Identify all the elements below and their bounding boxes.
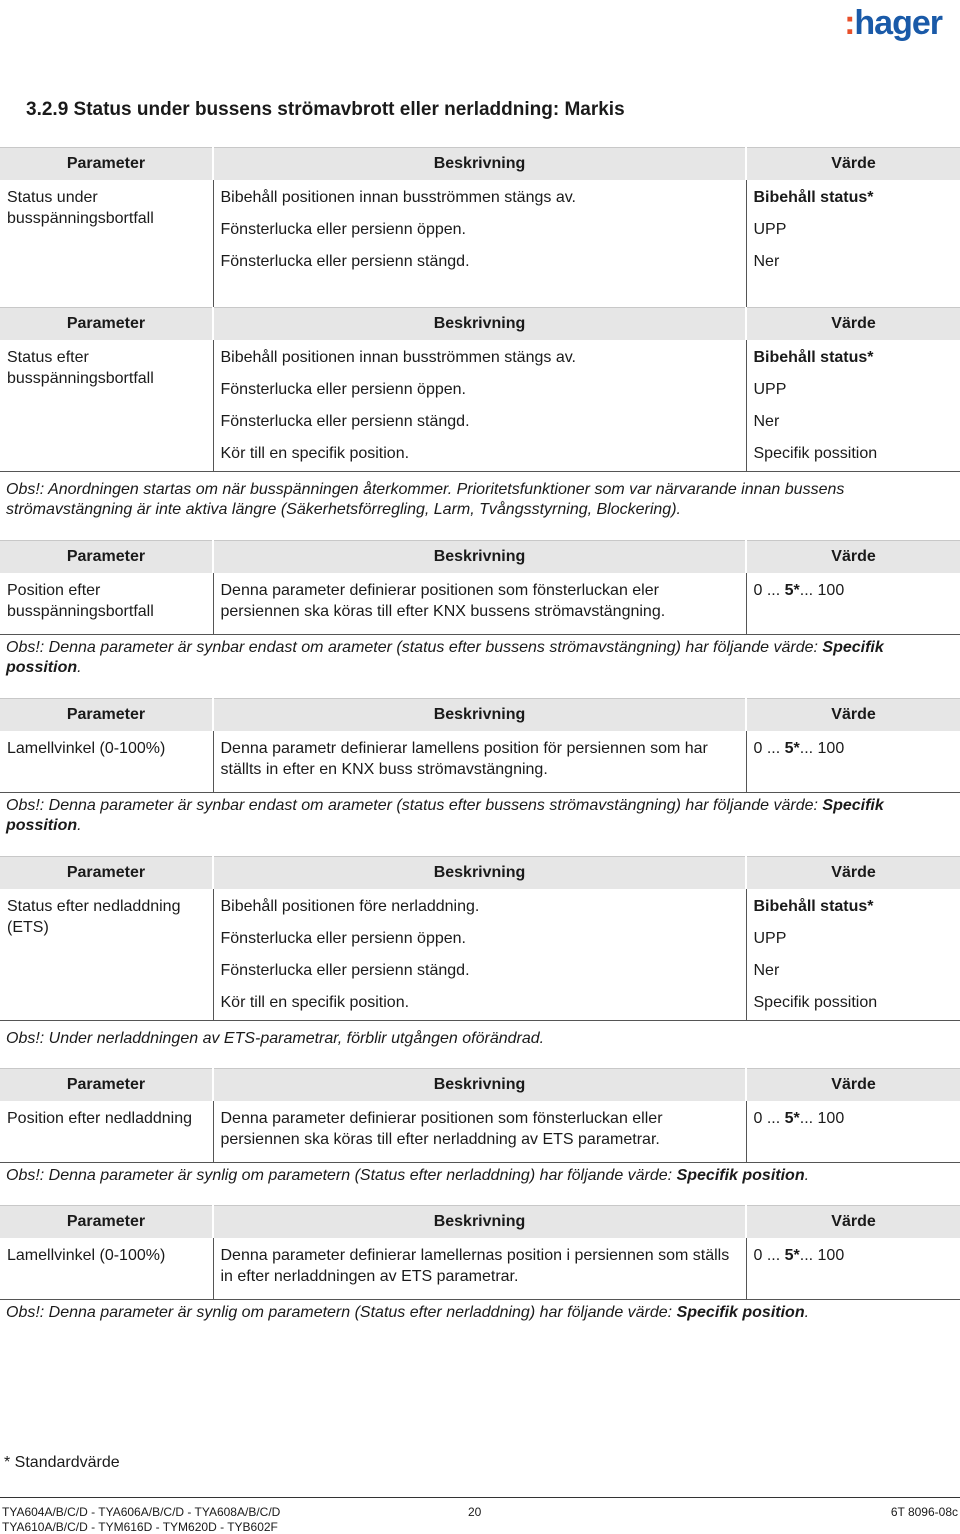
document-code: 6T 8096-08c [890, 1505, 958, 1519]
value-line: Ner [753, 412, 780, 430]
table-row [0, 731, 960, 793]
column-header-beskrivning: Beskrivning [213, 699, 746, 731]
description-cell: Denna parametr definierar lamellens position för persiennen som har ställts in efter en KNX buss strömavstängning. [213, 731, 746, 793]
value-cell: 0 ... 5*... 100 [746, 1101, 960, 1163]
page-number: 20 [468, 1505, 482, 1519]
value-line: UPP [753, 220, 787, 238]
column-header-parameter: Parameter [0, 1206, 213, 1238]
table-header-row [0, 699, 960, 731]
table-row [0, 180, 960, 309]
value-line: Ner [753, 252, 780, 270]
parameter-table-status-under [0, 147, 960, 309]
value-line: Ner [753, 961, 780, 979]
parameter-cell: Position efter nedladdning [0, 1101, 213, 1163]
note-visibility: Obs!: Denna parameter är synbar endast om arameter (status efter bussens strömavstängning) har följande värde: Specifik possition. [6, 639, 884, 676]
column-header-parameter: Parameter [0, 857, 213, 889]
column-header-varde: Värde [746, 541, 960, 573]
description-line: Bibehåll positionen före nerladdning. [220, 897, 480, 915]
column-header-parameter: Parameter [0, 148, 213, 180]
column-header-parameter: Parameter [0, 541, 213, 573]
value-cell: 0 ... 5*... 100 [746, 573, 960, 635]
table-header-row [0, 1069, 960, 1101]
description-cell: Denna parameter definierar positionen som fönsterluckan eller persiennen ska köras till efter nerladdning av ETS parametrar. [213, 1101, 746, 1163]
column-header-varde: Värde [746, 857, 960, 889]
value-line-default: Bibehåll status* [753, 897, 874, 915]
table-header-row [0, 857, 960, 889]
description-line: Fönsterlucka eller persienn stängd. [220, 961, 470, 979]
column-header-parameter: Parameter [0, 699, 213, 731]
description-line: Fönsterlucka eller persienn stängd. [220, 252, 470, 270]
table-row [0, 1101, 960, 1163]
note-restart: Obs!: Anordningen startas om när busspänningen återkommer. Prioritetsfunktioner som var närvarande innan bussens strömavstängning är inte aktiva längre (Säkerhetsförregling, Larm, Tvångsstyrning, Blockering). [6, 481, 845, 518]
table-row [0, 1238, 960, 1300]
parameter-table-position-efter [0, 540, 960, 635]
description-cell [213, 889, 746, 1021]
description-cell: Denna parameter definierar lamellernas position i persiennen som ställs in efter nerladdningen av ETS parametrar. [213, 1238, 746, 1300]
column-header-beskrivning: Beskrivning [213, 857, 746, 889]
value-cell [746, 340, 960, 472]
value-cell [746, 889, 960, 1021]
table-row [0, 340, 960, 472]
description-line: Kör till en specifik position. [220, 993, 410, 1011]
value-cell [746, 180, 960, 309]
description-cell: Denna parameter definierar positionen som fönsterluckan eler persiennen ska köras till efter KNX bussens strömavstängning. [213, 573, 746, 635]
parameter-table-status-efter [0, 307, 960, 472]
value-line: UPP [753, 929, 787, 947]
column-header-beskrivning: Beskrivning [213, 541, 746, 573]
value-cell: 0 ... 5*... 100 [746, 731, 960, 793]
page-footer [0, 1497, 960, 1534]
section-title: 3.2.9 Status under bussens strömavbrott eller nerladdning: Markis [26, 99, 625, 120]
table-row [0, 573, 960, 635]
parameter-cell: Status efter busspänningsbortfall [0, 340, 213, 472]
table-header-row [0, 541, 960, 573]
table-header-row [0, 308, 960, 340]
description-line: Kör till en specifik position. [220, 444, 410, 462]
column-header-beskrivning: Beskrivning [213, 148, 746, 180]
footer-models-line: TYA610A/B/C/D - TYM616D - TYM620D - TYB602F [2, 1520, 278, 1534]
value-line-default: Bibehåll status* [753, 348, 874, 366]
parameter-cell: Status efter nedladdning (ETS) [0, 889, 213, 1021]
column-header-parameter: Parameter [0, 1069, 213, 1101]
column-header-parameter: Parameter [0, 308, 213, 340]
parameter-table-status-nedladdning [0, 856, 960, 1021]
description-line: Bibehåll positionen innan busströmmen stängs av. [220, 188, 576, 206]
column-header-beskrivning: Beskrivning [213, 1069, 746, 1101]
parameter-cell: Status under busspänningsbortfall [0, 180, 213, 309]
value-line: Specifik possition [753, 993, 878, 1011]
column-header-beskrivning: Beskrivning [213, 308, 746, 340]
footnote-default-value: * Standardvärde [4, 1454, 120, 1471]
column-header-varde: Värde [746, 1069, 960, 1101]
description-line: Fönsterlucka eller persienn öppen. [220, 929, 466, 947]
parameter-table-lamellvinkel-nedladdning [0, 1205, 960, 1300]
parameter-cell: Lamellvinkel (0-100%) [0, 1238, 213, 1300]
column-header-varde: Värde [746, 1206, 960, 1238]
column-header-varde: Värde [746, 699, 960, 731]
note-download: Obs!: Under nerladdningen av ETS-parametrar, förblir utgången oförändrad. [6, 1030, 545, 1047]
description-cell [213, 180, 746, 309]
description-line: Fönsterlucka eller persienn stängd. [220, 412, 470, 430]
parameter-cell: Position efter busspänningsbortfall [0, 573, 213, 635]
column-header-varde: Värde [746, 308, 960, 340]
note-visibility: Obs!: Denna parameter är synlig om parametern (Status efter nerladdning) har följande värde: Specifik position. [6, 1304, 810, 1321]
note-visibility: Obs!: Denna parameter är synbar endast om arameter (status efter bussens strömavstängning) har följande värde: Specifik possition. [6, 797, 884, 834]
column-header-varde: Värde [746, 148, 960, 180]
note-visibility: Obs!: Denna parameter är synlig om parametern (Status efter nerladdning) har följande värde: Specifik position. [6, 1167, 810, 1184]
value-line-default: Bibehåll status* [753, 188, 874, 206]
value-cell: 0 ... 5*... 100 [746, 1238, 960, 1300]
parameter-cell: Lamellvinkel (0-100%) [0, 731, 213, 793]
description-line: Fönsterlucka eller persienn öppen. [220, 220, 466, 238]
description-line: Fönsterlucka eller persienn öppen. [220, 380, 466, 398]
value-line: UPP [753, 380, 787, 398]
hager-logo: :hager [844, 4, 942, 42]
footer-models-line: TYA604A/B/C/D - TYA606A/B/C/D - TYA608A/B/C/D [2, 1505, 281, 1519]
parameter-table-lamellvinkel [0, 698, 960, 793]
table-header-row [0, 1206, 960, 1238]
table-header-row [0, 148, 960, 180]
description-line: Bibehåll positionen innan busströmmen stängs av. [220, 348, 576, 366]
description-cell [213, 340, 746, 472]
table-row [0, 889, 960, 1021]
parameter-table-position-nedladdning [0, 1068, 960, 1163]
footer-models [2, 1505, 280, 1534]
column-header-beskrivning: Beskrivning [213, 1206, 746, 1238]
value-line: Specifik possition [753, 444, 878, 462]
